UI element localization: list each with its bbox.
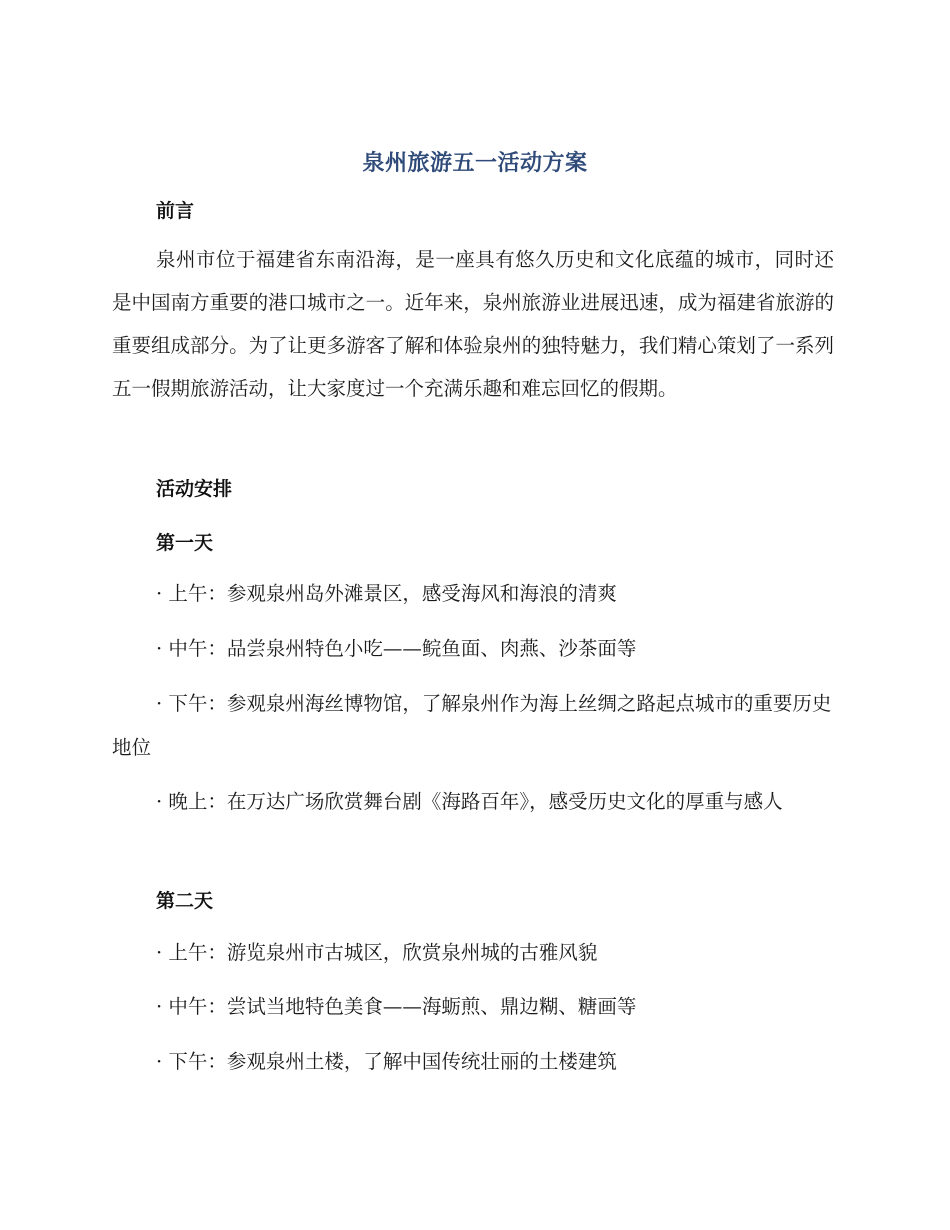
day2-item-afternoon: · 下午：参观泉州土楼，了解中国传统壮丽的土楼建筑 bbox=[156, 1050, 617, 1073]
day1-heading: 第一天 bbox=[156, 532, 214, 554]
day2-heading: 第二天 bbox=[156, 890, 214, 912]
day1-item-afternoon: · 下午：参观泉州海丝博物馆，了解泉州作为海上丝绸之路起点城市的重要历史地位 bbox=[112, 692, 832, 759]
preface-heading: 前言 bbox=[156, 200, 195, 222]
day2-item-morning: · 上午：游览泉州市古城区，欣赏泉州城的古雅风貌 bbox=[156, 941, 598, 964]
day1-item-noon: · 中午：品尝泉州特色小吃——鲩鱼面、肉燕、沙茶面等 bbox=[156, 637, 637, 660]
schedule-heading: 活动安排 bbox=[156, 478, 233, 500]
document-title: 泉州旅游五一活动方案 bbox=[362, 151, 588, 176]
day1-item-evening: · 晚上：在万达广场欣赏舞台剧《海路百年》，感受历史文化的厚重与感人 bbox=[156, 790, 783, 813]
day2-item-noon: · 中午：尝试当地特色美食——海蛎煎、鼎边糊、糖画等 bbox=[156, 995, 637, 1018]
day1-item-morning: · 上午：参观泉州岛外滩景区，感受海风和海浪的清爽 bbox=[156, 582, 617, 605]
preface-paragraph: 泉州市位于福建省东南沿海，是一座具有悠久历史和文化底蕴的城市，同时还是中国南方重要的港口城市之一。近年来，泉州旅游业进展迅速，成为福建省旅游的重要组成部分。为了让更多游客了解和体验泉州的独特魅力，我们精心策划了一系列五一假期旅游活动，让大家度过一个充满乐趣和难忘回忆的假期。 bbox=[112, 248, 834, 400]
